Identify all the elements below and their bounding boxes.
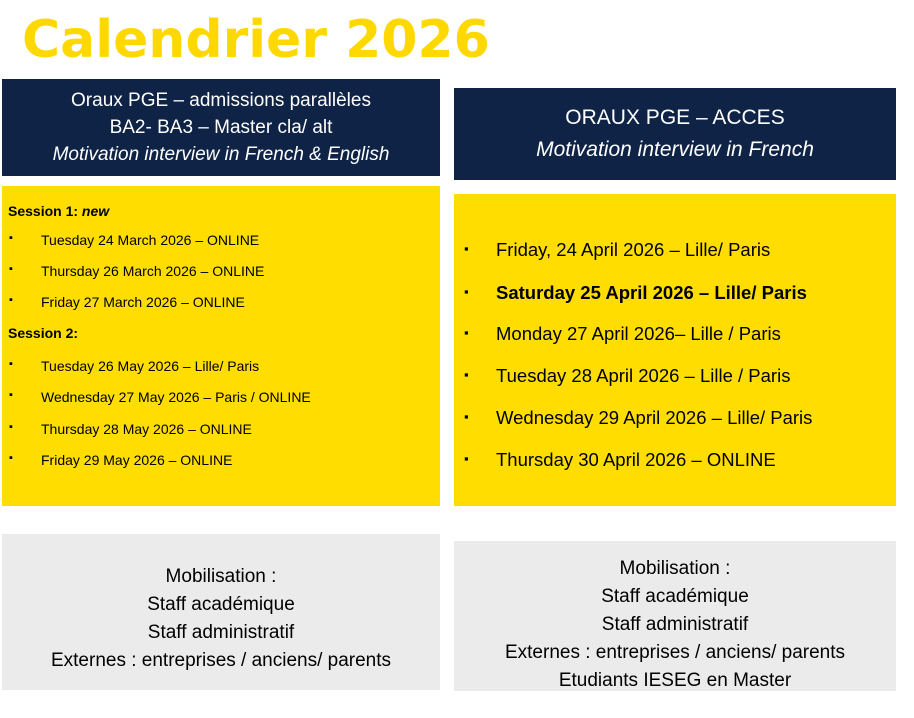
new-tag: new <box>81 203 110 219</box>
page-title: Calendrier 2026 <box>22 10 490 70</box>
bullet-icon: ▪ <box>464 367 469 382</box>
bullet-icon: ▪ <box>9 421 13 433</box>
header-line-2: BA2- BA3 – Master cla/ alt <box>109 117 333 138</box>
mobilisation-line: Staff administratif <box>147 622 295 643</box>
bullet-icon: ▪ <box>464 325 469 340</box>
date-text: Tuesday 28 April 2026 – Lille / Paris <box>496 365 791 386</box>
mobilisation-line: Staff académique <box>601 586 749 607</box>
date-text: Wednesday 27 May 2026 – Paris / ONLINE <box>41 389 311 405</box>
header-acces <box>454 88 896 180</box>
date-text: Wednesday 29 April 2026 – Lille/ Paris <box>496 407 813 428</box>
session-1-heading <box>8 203 109 219</box>
header-admissions-paralleles <box>2 79 440 176</box>
bullet-icon: ▪ <box>9 294 13 306</box>
date-text: Tuesday 26 May 2026 – Lille/ Paris <box>41 358 260 374</box>
bullet-icon: ▪ <box>9 389 13 401</box>
bullet-icon: ▪ <box>464 451 469 466</box>
bullet-icon: ▪ <box>9 358 13 370</box>
date-text: Thursday 28 May 2026 – ONLINE <box>41 421 252 437</box>
header-line-1: ORAUX PGE – ACCES <box>565 106 785 129</box>
session-label: Session 2: <box>8 325 79 341</box>
header-line-1: Oraux PGE – admissions parallèles <box>71 90 371 111</box>
session-label: Session 1: <box>8 203 79 219</box>
mobilisation-box-acces <box>454 541 896 691</box>
bullet-icon: ▪ <box>464 409 469 424</box>
session-2-heading <box>8 325 78 341</box>
mobilisation-line: Etudiants IESEG en Master <box>558 670 792 691</box>
date-text: Thursday 26 March 2026 – ONLINE <box>41 263 265 279</box>
mobilisation-box-admissions-paralleles <box>2 534 440 690</box>
dates-panel-acces <box>454 194 896 506</box>
date-text: Saturday 25 April 2026 – Lille/ Paris <box>496 282 807 303</box>
mobilisation-line: Staff académique <box>147 594 295 615</box>
header-line-2: Motivation interview in French <box>536 138 814 161</box>
bullet-icon: ▪ <box>9 232 13 244</box>
date-text: Monday 27 April 2026– Lille / Paris <box>496 323 781 344</box>
date-text: Thursday 30 April 2026 – ONLINE <box>496 449 776 470</box>
mobilisation-line: Externes : entreprises / anciens/ parents <box>50 650 392 671</box>
dates-panel-admissions-paralleles <box>2 186 440 506</box>
date-text: Friday 27 March 2026 – ONLINE <box>41 294 245 310</box>
mobilisation-heading: Mobilisation : <box>165 566 277 587</box>
bullet-icon: ▪ <box>9 452 13 464</box>
mobilisation-line: Staff administratif <box>601 614 749 635</box>
bullet-icon: ▪ <box>9 263 13 275</box>
mobilisation-line: Externes : entreprises / anciens/ parents <box>504 642 846 663</box>
date-text: Friday 29 May 2026 – ONLINE <box>41 452 233 468</box>
date-text: Friday, 24 April 2026 – Lille/ Paris <box>496 239 771 260</box>
header-line-3: Motivation interview in French & English <box>52 144 390 165</box>
mobilisation-heading: Mobilisation : <box>619 558 731 579</box>
date-text: Tuesday 24 March 2026 – ONLINE <box>41 232 260 248</box>
bullet-icon: ▪ <box>464 241 469 256</box>
bullet-icon: ▪ <box>464 284 469 299</box>
